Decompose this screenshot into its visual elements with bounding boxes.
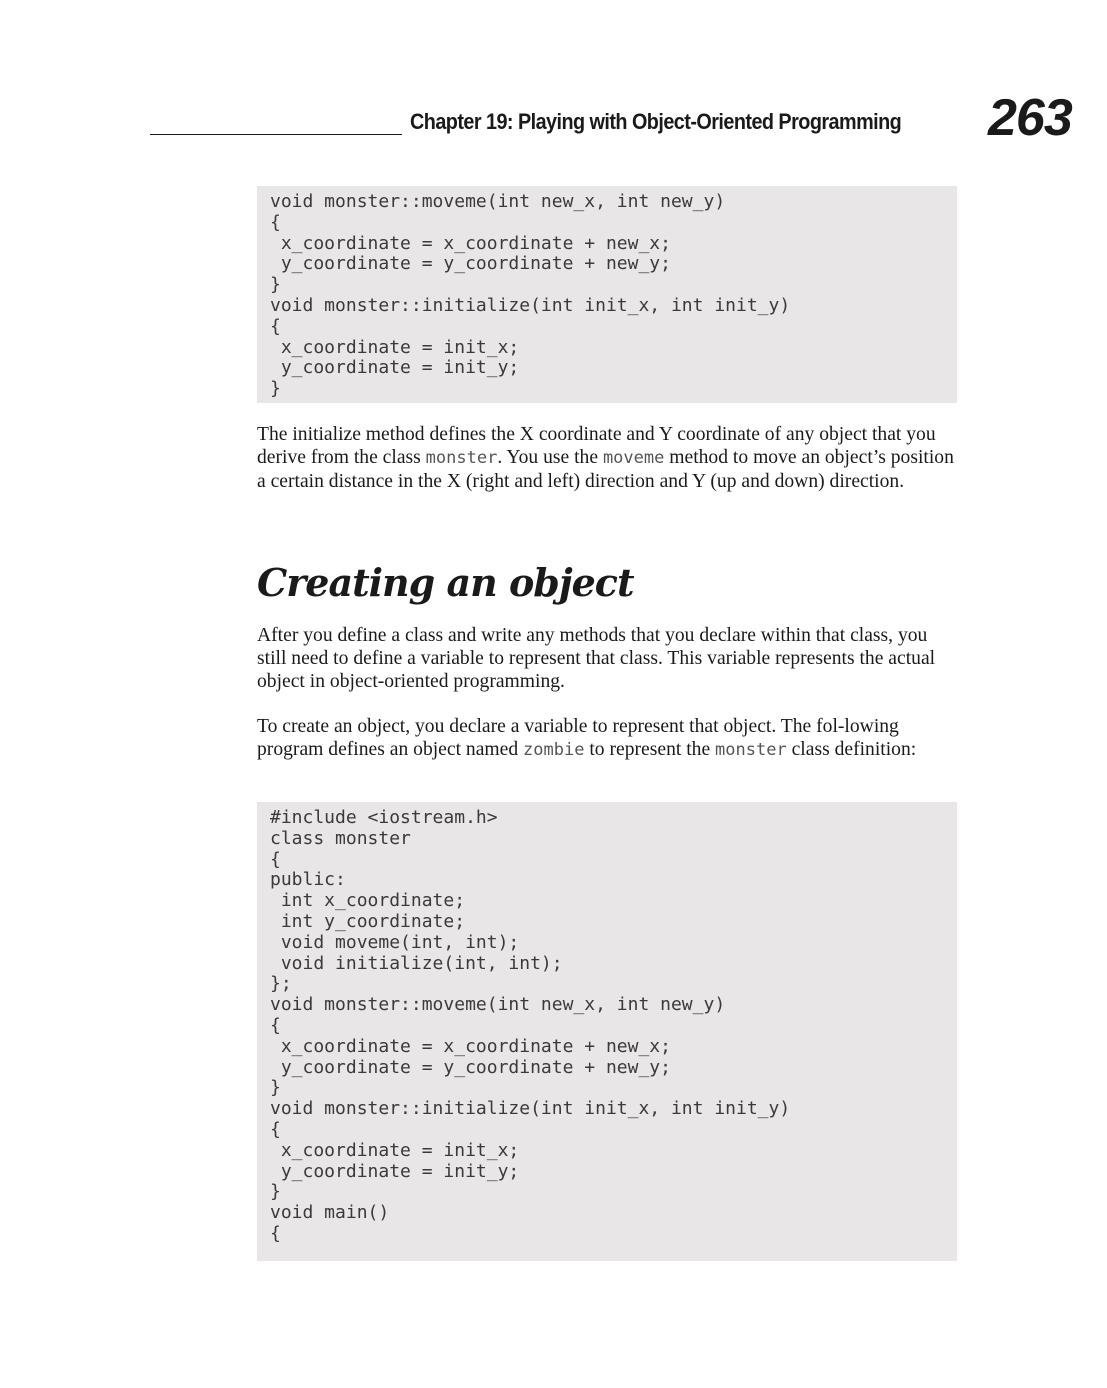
paragraph-text: . You use the [497,447,603,468]
code-line: { [270,1014,281,1036]
code-line: void main() [270,1202,390,1224]
code-line: { [270,848,281,870]
code-line: y_coordinate = y_coordinate + new_y; [270,253,671,275]
code-line: int y_coordinate; [270,910,466,932]
paragraph-initialize-method [257,423,959,493]
inline-code: zombie [523,740,585,760]
code-line: { [270,1118,281,1140]
code-block-2 [257,802,957,1261]
paragraph-text: class definition: [786,739,917,760]
code-line: x_coordinate = init_x; [270,1139,520,1161]
code-line: } [270,378,281,400]
code-line: y_coordinate = y_coordinate + new_y; [270,1056,671,1078]
page-number: 263 [988,89,1072,147]
code-line: } [270,1181,281,1203]
code-block-1 [257,186,957,403]
paragraph-text: method to move an object’s position a certain distance in the X (right and left) direction and Y (up and down) direction. [257,447,954,492]
paragraph-create-object [257,715,959,762]
code-line: void initialize(int, int); [270,952,563,974]
code-line: y_coordinate = init_y; [270,357,520,379]
code-line: { [270,1222,281,1244]
code-line: void monster::moveme(int new_x, int new_y) [270,994,726,1016]
paragraph-define-class: After you define a class and write any methods that you declare within that class, you still need to define a variable to represent that class. This variable represents the actual object in object-oriented programming. [257,625,936,692]
code-line: void monster::moveme(int new_x, int new_y) [270,191,726,212]
code-line: } [270,1077,281,1099]
code-line: public: [270,869,346,891]
chapter-title: Chapter 19: Playing with Object-Oriented Programming [410,109,902,134]
code-line: #include <iostream.h> [270,807,498,828]
header-rule [150,134,402,135]
code-line: { [270,211,281,233]
inline-code: monster [715,740,787,760]
paragraph-text: To create an object, you declare a variable to represent that object. The fol-lowing program defines an object named [257,716,899,760]
code-line: x_coordinate = x_coordinate + new_x; [270,232,671,254]
code-line: }; [270,973,292,995]
code-line: x_coordinate = x_coordinate + new_x; [270,1035,671,1057]
paragraph-text: to represent the [584,739,716,760]
code-line: { [270,315,281,337]
code-line: y_coordinate = init_y; [270,1160,520,1182]
paragraph-text: The initialize method defines the X coordinate and Y coordinate of any object that you derive from the class [257,424,936,468]
code-line: class monster [270,827,411,849]
code-line: x_coordinate = init_x; [270,336,520,358]
code-line: void moveme(int, int); [270,931,520,953]
inline-code: moveme [602,448,665,468]
code-line: void monster::initialize(int init_x, int init_y) [270,1098,791,1120]
inline-code: monster [425,448,498,468]
section-heading: Creating an object [257,560,634,605]
code-line: } [270,274,281,296]
code-line: void monster::initialize(int init_x, int init_y) [270,294,791,316]
code-line: int x_coordinate; [270,890,466,912]
